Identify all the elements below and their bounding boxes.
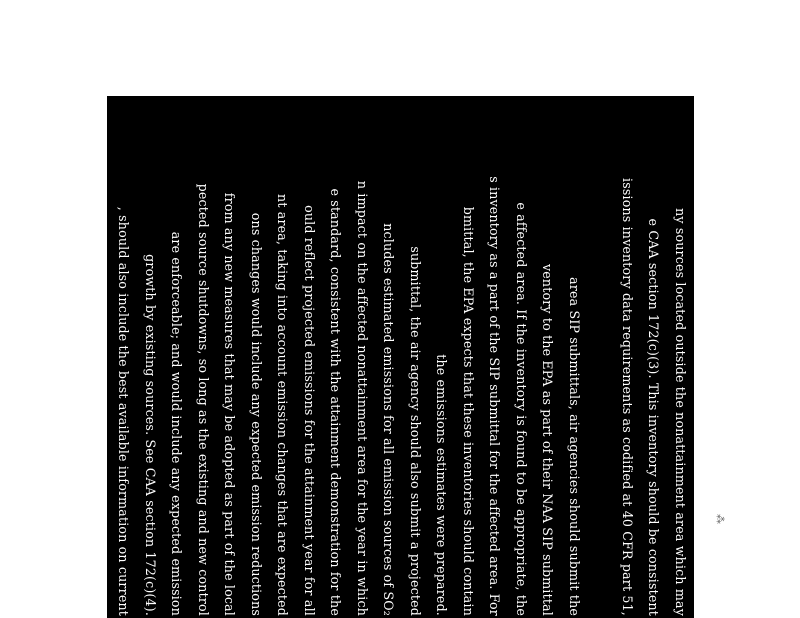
text-line-15: ould reflect projected emissions for the attainment year for all	[302, 205, 317, 616]
text-line-11: submittal, the air agency should also submit a projected	[408, 246, 423, 616]
text-line-23: for the SO₂ sources located in the nonattainment area. These	[90, 213, 105, 616]
text-line-1: ny sources located outside the nonattainment area which may	[673, 208, 688, 616]
text-line-20: are enforceable; and would include any expected emission	[169, 231, 184, 616]
text-line-8: s inventory as a part of the SIP submittal for the affected area. For	[487, 176, 502, 616]
text-line-10: the emissions estimates were prepared.	[434, 354, 449, 616]
text-line-7: e affected area. If the inventory is found to be appropriate, the	[514, 202, 529, 616]
rotated-text-block	[90, 96, 694, 618]
text-line-18: from any new measures that may be adopted as part of the local	[222, 192, 237, 616]
page-marker-glyph: ⁂	[714, 514, 725, 524]
text-line-22: , should also include the best available information on current	[116, 206, 131, 616]
text-line-6: ventory to the EPA as part of their NAA SIP submittal	[540, 264, 555, 616]
text-line-14: e standard, consistent with the attainment demonstration for the	[328, 188, 343, 616]
text-line-17: ons changes would include any expected emission reductions	[249, 212, 264, 616]
text-line-16: nt area, taking into account emission changes that are expected	[275, 194, 290, 616]
text-line-12: ncludes estimated emissions for all emission sources of SO₂	[381, 223, 396, 616]
text-line-21: growth by existing sources. See CAA section 172(c)(4).	[143, 254, 158, 616]
text-line-2: e CAA section 172(c)(3). This inventory should be consistent	[646, 218, 661, 616]
text-line-19: pected source shutdowns, so long as the existing and new control	[196, 183, 211, 616]
text-line-13: n impact on the affected nonattainment area for the year in which	[355, 180, 370, 616]
text-line-5: area SIP submittals, air agencies should submit the	[567, 277, 582, 616]
text-line-3: issions inventory data requirements as codified at 40 CFR part 51,	[620, 178, 635, 616]
text-line-9: bmittal, the EPA expects that these inventories should contain	[461, 206, 476, 616]
scanned-page-panel	[90, 96, 694, 618]
text-line-4	[586, 96, 614, 618]
